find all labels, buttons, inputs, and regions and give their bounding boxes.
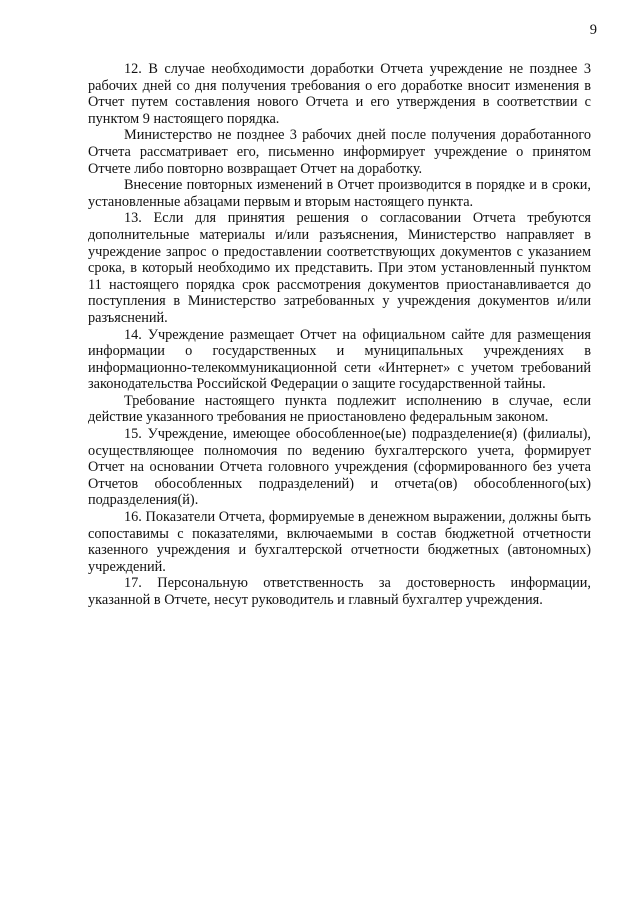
paragraph-12: 12. В случае необходимости доработки Отчета учреждение не позднее 3 рабочих дней со дня получения требования о его доработке вносит изменения в Отчет путем составления нового Отчета и его утверждения в соответствии с пунктом 9 настоящего порядка.: [88, 61, 591, 127]
paragraph-13: 13. Если для принятия решения о согласовании Отчета требуются дополнительные материалы и/или разъяснения, Министерство направляет в учреждение запрос о предоставлении соответствующих документов с указанием срока, в который необходимо их представить. При этом установленный пунктом 11 настоящего порядка срок рассмотрения документов приостанавливается до поступления в Министерство затребованных у учреждения документов и/или разъяснений.: [88, 210, 591, 326]
document-body: [88, 61, 591, 609]
paragraph-17: 17. Персональную ответственность за достоверность информации, указанной в Отчете, несут руководитель и главный бухгалтер учреждения.: [88, 575, 591, 608]
paragraph-14-requirement: Требование настоящего пункта подлежит исполнению в случае, если действие указанного требования не приостановлено федеральным законом.: [88, 392, 591, 426]
paragraph-14: 14. Учреждение размещает Отчет на официальном сайте для размещения информации о государственных и муниципальных учреждениях в информационно-телекоммуникационной сети «Интернет» с учетом требований законодательства Российской Федерации о защите государственной тайны.: [88, 326, 591, 393]
paragraph-15: 15. Учреждение, имеющее обособленное(ые) подразделение(я) (филиалы), осуществляющее полномочия по ведению бухгалтерского учета, формирует Отчет на основании Отчета головного учреждения (сформированного без учета Отчетов обособленных подразделений) и отчета(ов) обособленного(ых) подразделения(й).: [88, 426, 591, 509]
paragraph-16: 16. Показатели Отчета, формируемые в денежном выражении, должны быть сопоставимы с показателями, включаемыми в состав бюджетной отчетности казенного учреждения и бухгалтерской отчетности бюджетных (автономных) учреждений.: [88, 509, 591, 575]
paragraph-12-repeat-changes: Внесение повторных изменений в Отчет производится в порядке и в сроки, установленные абзацами первым и вторым настоящего пункта.: [88, 177, 591, 210]
page-number: 9: [589, 22, 597, 38]
paragraph-12-ministry-review: Министерство не позднее 3 рабочих дней после получения доработанного Отчета рассматривает его, письменно информирует учреждение о принятом Отчете либо повторно возвращает Отчет на доработку.: [88, 127, 591, 177]
